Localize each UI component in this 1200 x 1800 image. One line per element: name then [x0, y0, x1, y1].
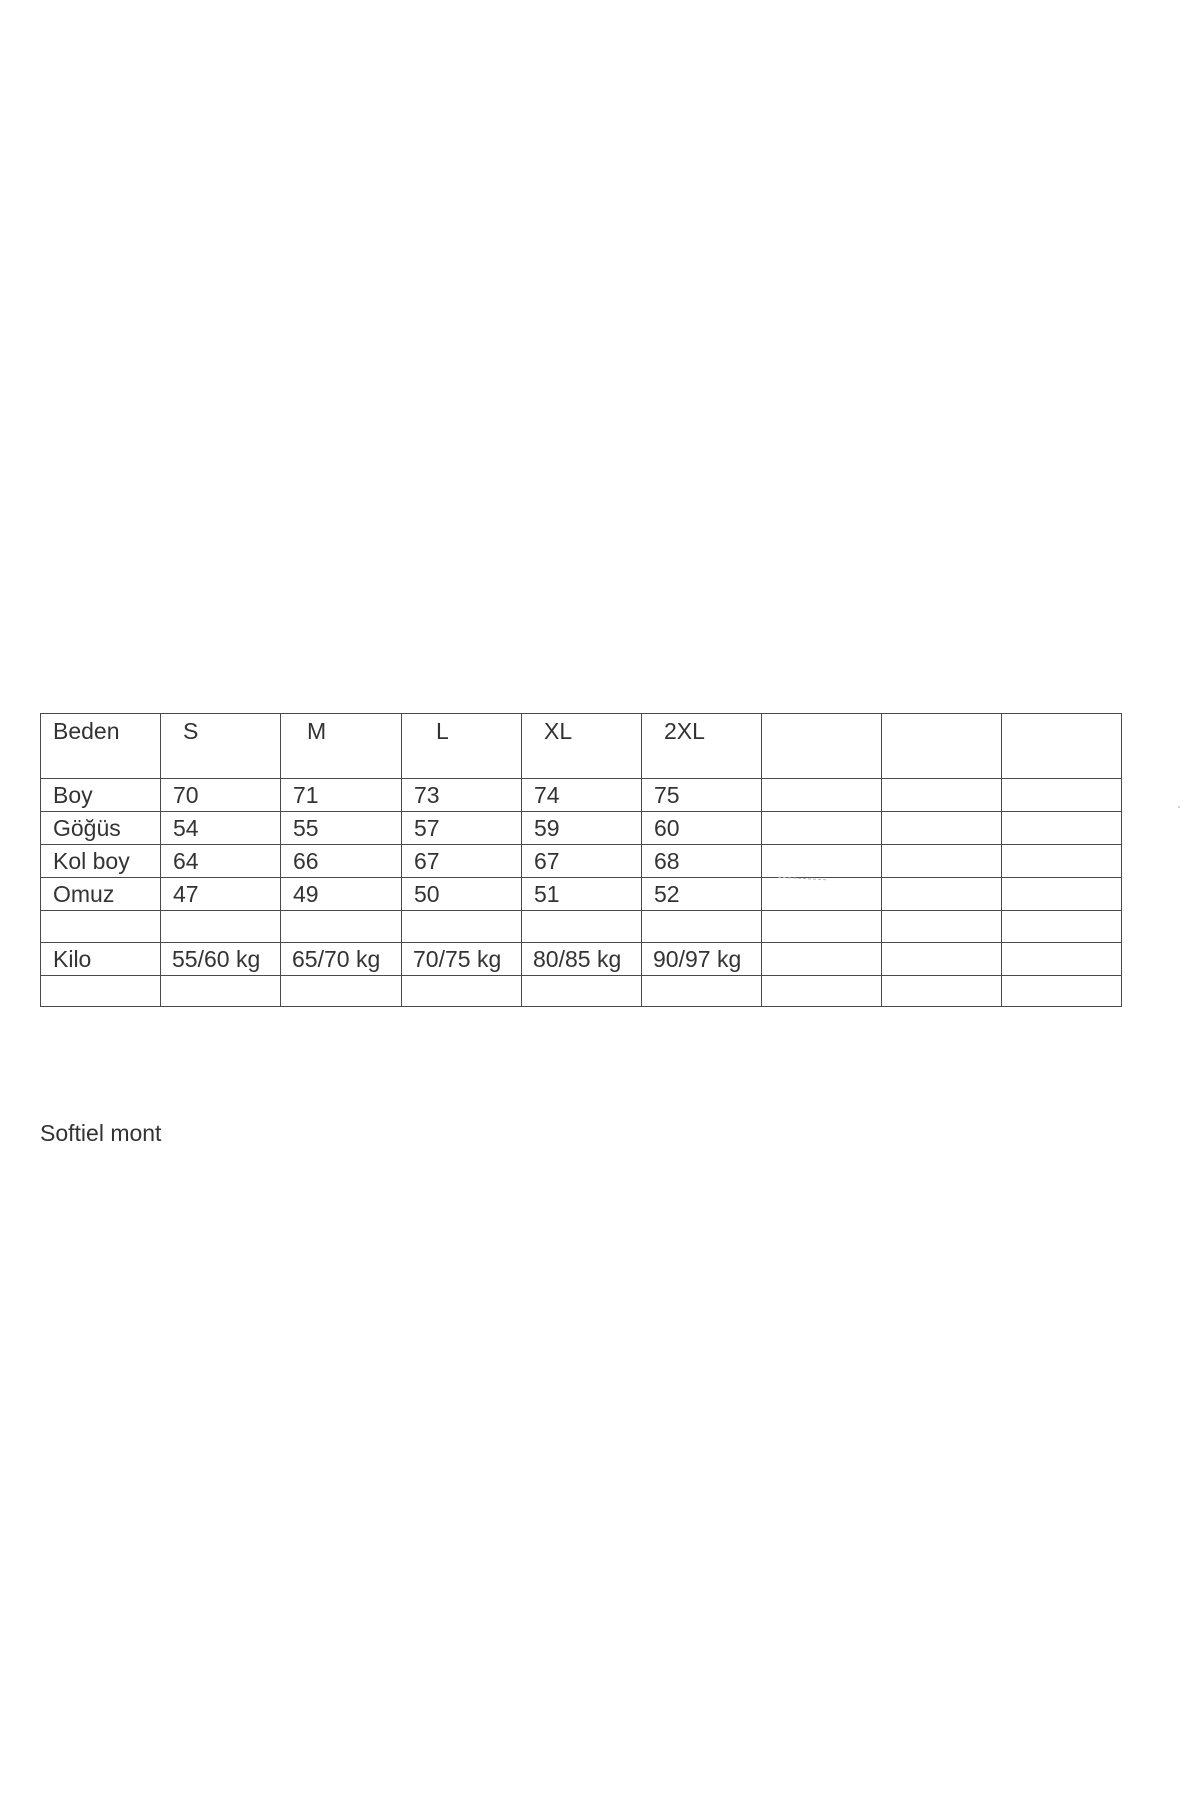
- row-label: Kol boy: [41, 845, 161, 878]
- product-name: Softiel mont: [40, 1120, 162, 1146]
- table-cell: 47: [161, 878, 281, 911]
- empty-cell: [882, 878, 1002, 911]
- empty-cell: [402, 911, 522, 943]
- table-cell: 70: [161, 779, 281, 812]
- table-row-boy: [41, 779, 1122, 812]
- row-label: Omuz: [41, 878, 161, 911]
- empty-cell: [762, 779, 882, 812]
- empty-cell: [882, 943, 1002, 976]
- table-row-kilo: [41, 943, 1122, 976]
- table-cell: 70/75 kg: [402, 943, 522, 976]
- table-cell: 90/97 kg: [642, 943, 762, 976]
- table-cell: 67: [402, 845, 522, 878]
- table-cell: 60: [642, 812, 762, 845]
- size-header-row: [41, 714, 1122, 779]
- empty-cell: [642, 976, 762, 1007]
- header-label-cell: Beden: [41, 714, 161, 779]
- empty-cell: [1002, 714, 1122, 779]
- table-row-omuz: [41, 878, 1122, 911]
- table-cell: 66: [281, 845, 402, 878]
- table-cell: 71: [281, 779, 402, 812]
- table-cell: 65/70 kg: [281, 943, 402, 976]
- table-cell: 67: [522, 845, 642, 878]
- table-cell: 75: [642, 779, 762, 812]
- table-cell: 51: [522, 878, 642, 911]
- size-l-cell: L: [402, 714, 522, 779]
- empty-cell: [1002, 911, 1122, 943]
- table-cell: 50: [402, 878, 522, 911]
- empty-cell: [882, 812, 1002, 845]
- empty-cell: [1002, 878, 1122, 911]
- table-cell: 55: [281, 812, 402, 845]
- size-xl-cell: XL: [522, 714, 642, 779]
- empty-cell: [762, 976, 882, 1007]
- row-label: Göğüs: [41, 812, 161, 845]
- empty-cell: [41, 911, 161, 943]
- table-cell: 54: [161, 812, 281, 845]
- empty-cell: [762, 812, 882, 845]
- table-cell: 57: [402, 812, 522, 845]
- empty-cell: [762, 878, 882, 911]
- empty-cell: [161, 911, 281, 943]
- empty-cell: [1002, 976, 1122, 1007]
- row-label: Kilo: [41, 943, 161, 976]
- table-cell: 52: [642, 878, 762, 911]
- table-cell: 68: [642, 845, 762, 878]
- empty-cell: [161, 976, 281, 1007]
- scan-artifact: [1178, 806, 1180, 808]
- empty-cell: [882, 845, 1002, 878]
- size-2xl-cell: 2XL: [642, 714, 762, 779]
- empty-cell: [281, 976, 402, 1007]
- empty-cell: [402, 976, 522, 1007]
- table-cell: 55/60 kg: [161, 943, 281, 976]
- table-cell: 59: [522, 812, 642, 845]
- table-row-gogus: [41, 812, 1122, 845]
- empty-cell: [642, 911, 762, 943]
- table-cell: 49: [281, 878, 402, 911]
- empty-cell: [522, 911, 642, 943]
- table-row-kol-boy: [41, 845, 1122, 878]
- empty-cell: [281, 911, 402, 943]
- table-cell: 80/85 kg: [522, 943, 642, 976]
- empty-cell: [1002, 943, 1122, 976]
- empty-cell: [762, 845, 882, 878]
- empty-cell: [1002, 812, 1122, 845]
- empty-cell: [1002, 779, 1122, 812]
- table-row-empty: [41, 911, 1122, 943]
- empty-cell: [762, 714, 882, 779]
- empty-cell: [882, 714, 1002, 779]
- empty-cell: [882, 911, 1002, 943]
- table-cell: 74: [522, 779, 642, 812]
- empty-cell: [882, 976, 1002, 1007]
- empty-cell: [882, 779, 1002, 812]
- empty-cell: [41, 976, 161, 1007]
- empty-cell: [1002, 845, 1122, 878]
- size-s-cell: S: [161, 714, 281, 779]
- size-m-cell: M: [281, 714, 402, 779]
- table-row-empty: [41, 976, 1122, 1007]
- empty-cell: [762, 943, 882, 976]
- row-label: Boy: [41, 779, 161, 812]
- table-cell: 73: [402, 779, 522, 812]
- table-cell: 64: [161, 845, 281, 878]
- empty-cell: [762, 911, 882, 943]
- empty-cell: [522, 976, 642, 1007]
- size-chart-table: [40, 713, 1122, 1007]
